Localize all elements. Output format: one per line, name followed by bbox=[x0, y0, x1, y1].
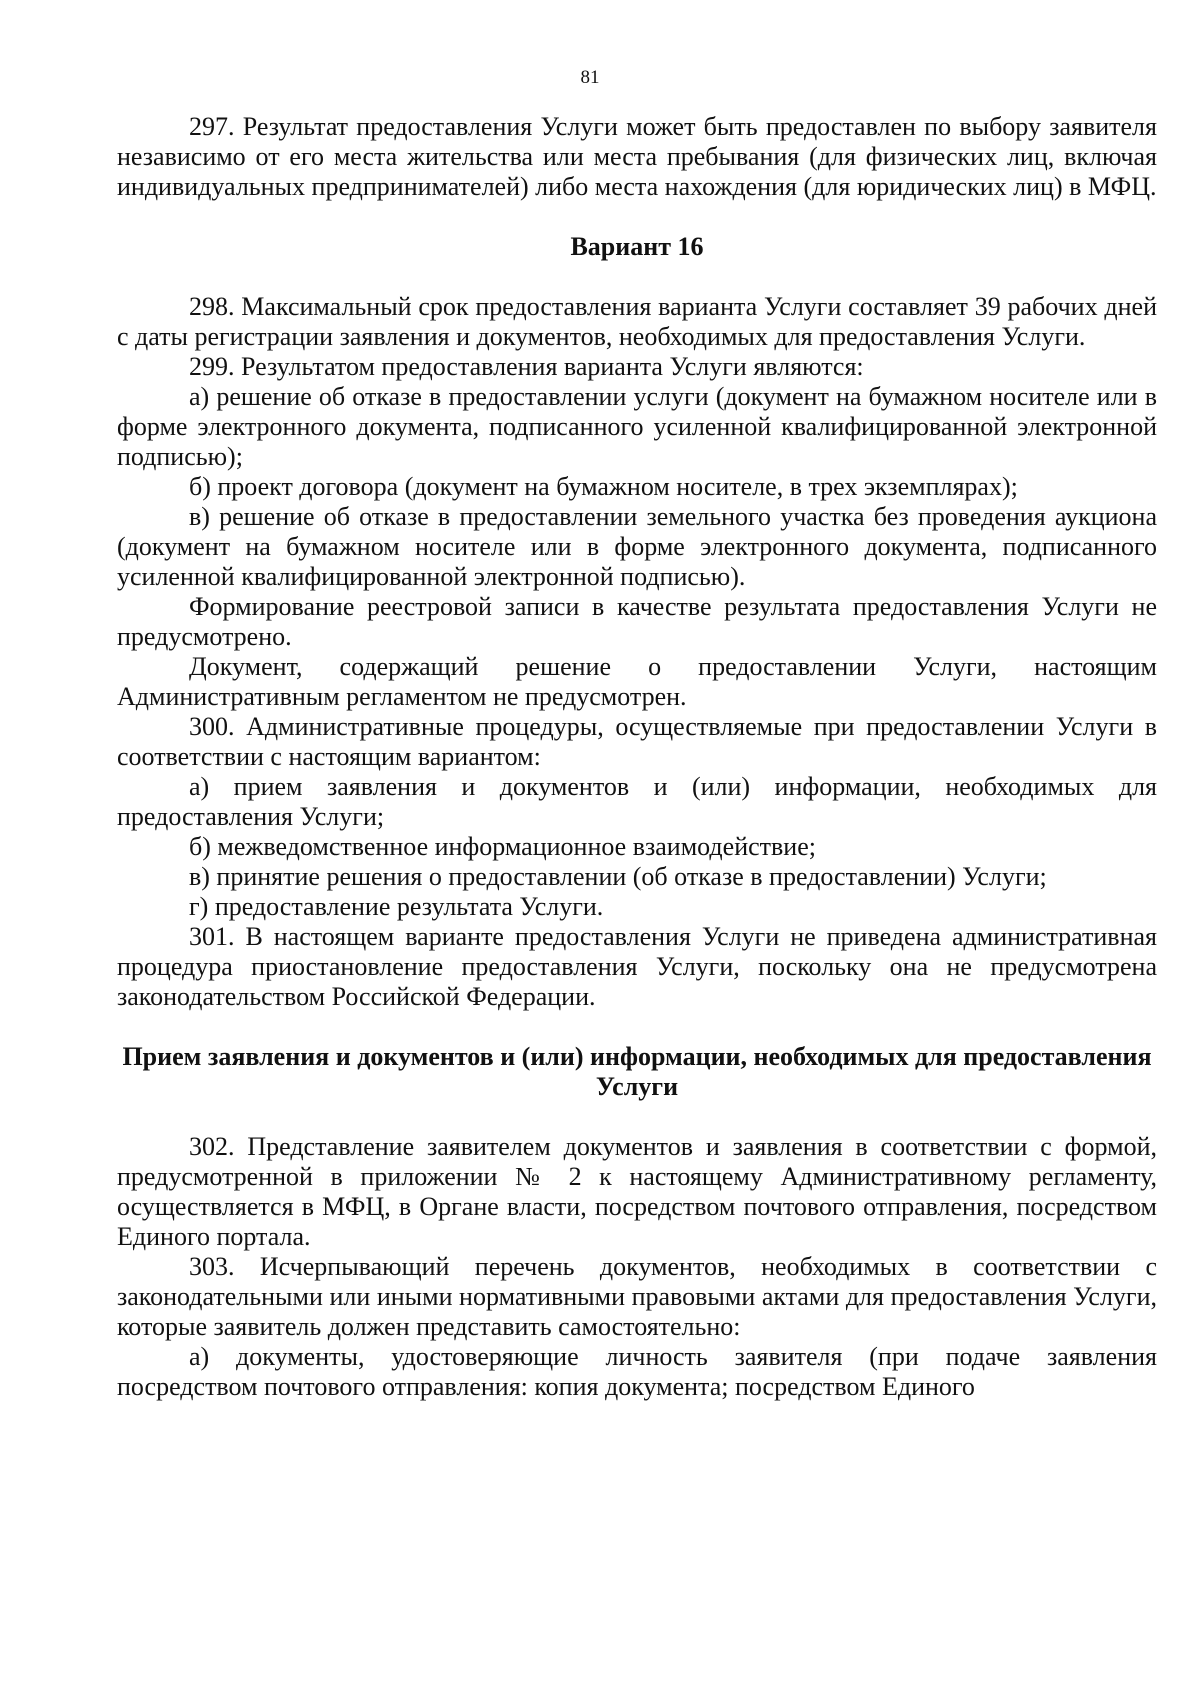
paragraph-297: 297. Результат предоставления Услуги может быть предоставлен по выбору заявителя независимо от его места жительства или места пребывания (для физических лиц, включая индивидуальных предпринимателей) либо места нахождения (для юридических лиц) в МФЦ. bbox=[117, 112, 1157, 201]
page-number: 81 bbox=[580, 67, 600, 88]
paragraph-document: Документ, содержащий решение о предоставлении Услуги, настоящим Административным регламентом не предусмотрен. bbox=[117, 652, 1157, 711]
paragraph-300-a: а) прием заявления и документов и (или) информации, необходимых для предоставления Услуги; bbox=[117, 772, 1157, 831]
paragraph-299: 299. Результатом предоставления варианта Услуги являются: bbox=[189, 352, 864, 381]
paragraph-303: 303. Исчерпывающий перечень документов, необходимых в соответствии с законодательными или иными нормативными правовыми актами для предоставления Услуги, которые заявитель должен представить самостоятельно: bbox=[117, 1252, 1157, 1341]
paragraph-301: 301. В настоящем варианте предоставления Услуги не приведена административная процедура приостановление предоставления Услуги, поскольку она не предусмотрена законодательством Российской Федерации. bbox=[117, 922, 1157, 1011]
paragraph-303-a: а) документы, удостоверяющие личность заявителя (при подаче заявления посредством почтового отправления: копия документа; посредством Единого bbox=[117, 1342, 1157, 1401]
paragraph-300: 300. Административные процедуры, осуществляемые при предоставлении Услуги в соответствии с настоящим вариантом: bbox=[117, 712, 1157, 771]
paragraph-302: 302. Представление заявителем документов и заявления в соответствии с формой, предусмотренной в приложении № 2 к настоящему Административному регламенту, осуществляется в МФЦ, в Органе власти, посредством почтового отправления, посредством Единого портала. bbox=[117, 1132, 1157, 1251]
paragraph-298: 298. Максимальный срок предоставления варианта Услуги составляет 39 рабочих дней с даты регистрации заявления и документов, необходимых для предоставления Услуги. bbox=[117, 292, 1157, 351]
paragraph-300-c: в) принятие решения о предоставлении (об отказе в предоставлении) Услуги; bbox=[189, 862, 1047, 891]
heading-section-reception: Прием заявления и документов и (или) информации, необходимых для предоставления Услуги bbox=[122, 1042, 1152, 1101]
heading-variant-16: Вариант 16 bbox=[570, 232, 704, 261]
paragraph-299-b: б) проект договора (документ на бумажном носителе, в трех экземплярах); bbox=[189, 472, 1018, 501]
paragraph-registry: Формирование реестровой записи в качестве результата предоставления Услуги не предусмотрено. bbox=[117, 592, 1157, 651]
paragraph-299-c: в) решение об отказе в предоставлении земельного участка без проведения аукциона (документ на бумажном носителе или в форме электронного документа, подписанного усиленной квалифицированной электронной подписью). bbox=[117, 502, 1157, 591]
paragraph-299-a: а) решение об отказе в предоставлении услуги (документ на бумажном носителе или в форме электронного документа, подписанного усиленной квалифицированной электронной подписью); bbox=[117, 382, 1157, 471]
paragraph-300-d: г) предоставление результата Услуги. bbox=[189, 892, 604, 921]
paragraph-300-b: б) межведомственное информационное взаимодействие; bbox=[189, 832, 816, 861]
document-body bbox=[117, 112, 1157, 1402]
